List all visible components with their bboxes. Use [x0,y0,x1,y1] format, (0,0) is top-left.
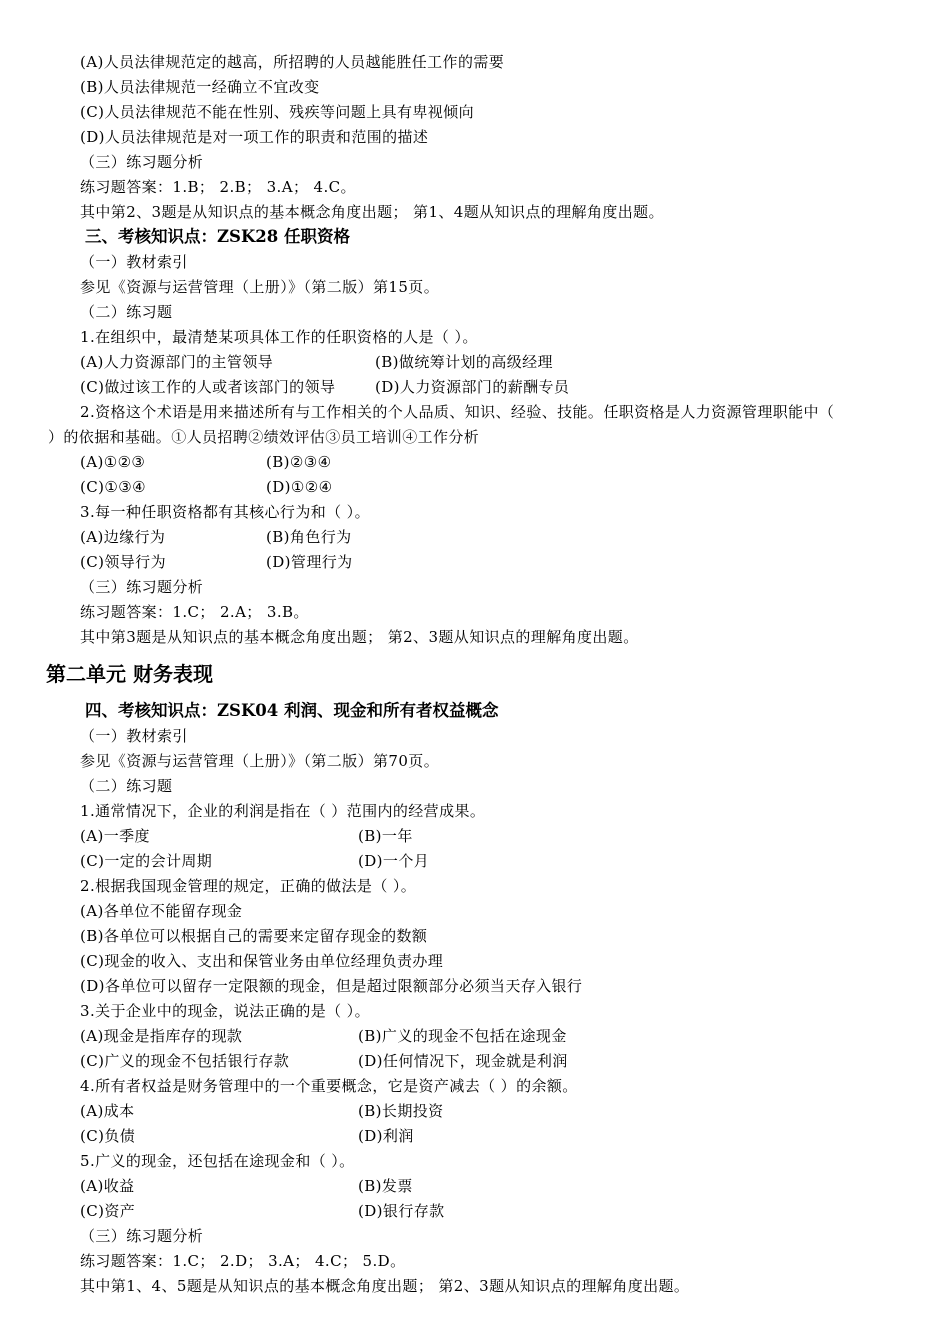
question-stem: 3.每一种任职资格都有其核心行为和（ ）。 [80,503,370,521]
option-c: (C)①③④ [80,478,146,496]
option-a: (A)现金是指库存的现款 [80,1027,243,1045]
option-c: (C)做过该工作的人或者该部门的领导 [80,378,336,396]
option-a: (A)①②③ [80,453,146,471]
option-d: (D)①②④ [266,478,333,496]
analysis-heading: （三）练习题分析 [80,578,204,596]
option-b: (B)角色行为 [266,528,352,546]
question-stem: 5.广义的现金，还包括在途现金和（ ）。 [80,1152,355,1170]
question-stem: 2.根据我国现金管理的规定，正确的做法是（ ）。 [80,877,417,895]
question-stem: 1.通常情况下，企业的利润是指在（ ）范围内的经营成果。 [80,802,486,820]
option-d: (D)各单位可以留存一定限额的现金，但是超过限额部分必须当天存入银行 [80,977,583,995]
option-d: (D)任何情况下，现金就是利润 [358,1052,568,1070]
question-stem: 2.资格这个术语是用来描述所有与工作相关的个人品质、知识、经验、技能。任职资格是人力资源管理职能中（ [80,403,835,421]
option-c: (C)负债 [80,1127,136,1145]
option-a: (A)收益 [80,1177,135,1195]
option-b: (B)发票 [358,1177,413,1195]
option-a: (A)人员法律规范定的越高，所招聘的人员越能胜任工作的需要 [80,53,505,71]
option-d: (D)银行存款 [358,1202,445,1220]
index-heading: （一）教材索引 [80,253,188,271]
reference-text: 参见《资源与运营管理（上册）》（第二版）第70页。 [80,752,440,770]
question-stem-continued: ）的依据和基础。①人员招聘②绩效评估③员工培训④工作分析 [48,428,480,446]
option-a: (A)人力资源部门的主管领导 [80,353,274,371]
option-d: (D)管理行为 [266,553,353,571]
analysis-heading: （三）练习题分析 [80,1227,204,1245]
exercise-heading: （二）练习题 [80,303,173,321]
option-c: (C)一定的会计周期 [80,852,213,870]
index-heading: （一）教材索引 [80,727,188,745]
option-b: (B)②③④ [266,453,332,471]
reference-text: 参见《资源与运营管理（上册）》（第二版）第15页。 [80,278,440,296]
section-heading: 三、考核知识点：ZSK28 任职资格 [85,227,351,246]
option-c: (C)现金的收入、支出和保管业务由单位经理负责办理 [80,952,444,970]
answers-text: 练习题答案：1.C； 2.A； 3.B。 [80,603,309,621]
question-stem: 3.关于企业中的现金，说法正确的是（ ）。 [80,1002,370,1020]
option-c: (C)领导行为 [80,553,166,571]
option-d: (D)利润 [358,1127,414,1145]
option-b: (B)人员法律规范一经确立不宜改变 [80,78,320,96]
option-b: (B)做统筹计划的高级经理 [375,353,553,371]
option-b: (B)长期投资 [358,1102,444,1120]
analysis-heading: （三）练习题分析 [80,153,204,171]
option-d: (D)人员法律规范是对一项工作的职责和范围的描述 [80,128,429,146]
option-a: (A)一季度 [80,827,150,845]
analysis-note: 其中第3题是从知识点的基本概念角度出题； 第2、3题从知识点的理解角度出题。 [80,628,639,646]
analysis-note: 其中第1、4、5题是从知识点的基本概念角度出题； 第2、3题从知识点的理解角度出题。 [80,1277,690,1295]
option-a: (A)成本 [80,1102,135,1120]
option-c: (C)广义的现金不包括银行存款 [80,1052,290,1070]
unit-title: 第二单元 财务表现 [46,662,213,686]
option-b: (B)广义的现金不包括在途现金 [358,1027,567,1045]
answers-text: 练习题答案：1.C； 2.D； 3.A； 4.C； 5.D。 [80,1252,406,1270]
question-stem: 1.在组织中，最清楚某项具体工作的任职资格的人是（ ）。 [80,328,478,346]
option-c: (C)资产 [80,1202,136,1220]
option-d: (D)一个月 [358,852,430,870]
option-a: (A)边缘行为 [80,528,166,546]
option-c: (C)人员法律规范不能在性别、残疾等问题上具有卑视倾向 [80,103,474,121]
option-d: (D)人力资源部门的薪酬专员 [375,378,570,396]
option-b: (B)一年 [358,827,413,845]
exercise-heading: （二）练习题 [80,777,173,795]
answers-text: 练习题答案：1.B； 2.B； 3.A； 4.C。 [80,178,356,196]
question-stem: 4.所有者权益是财务管理中的一个重要概念，它是资产减去（ ）的余额。 [80,1077,578,1095]
option-b: (B)各单位可以根据自己的需要来定留存现金的数额 [80,927,428,945]
section-heading: 四、考核知识点：ZSK04 利润、现金和所有者权益概念 [85,701,499,720]
option-a: (A)各单位不能留存现金 [80,902,243,920]
analysis-note: 其中第2、3题是从知识点的基本概念角度出题； 第1、4题从知识点的理解角度出题。 [80,203,664,221]
